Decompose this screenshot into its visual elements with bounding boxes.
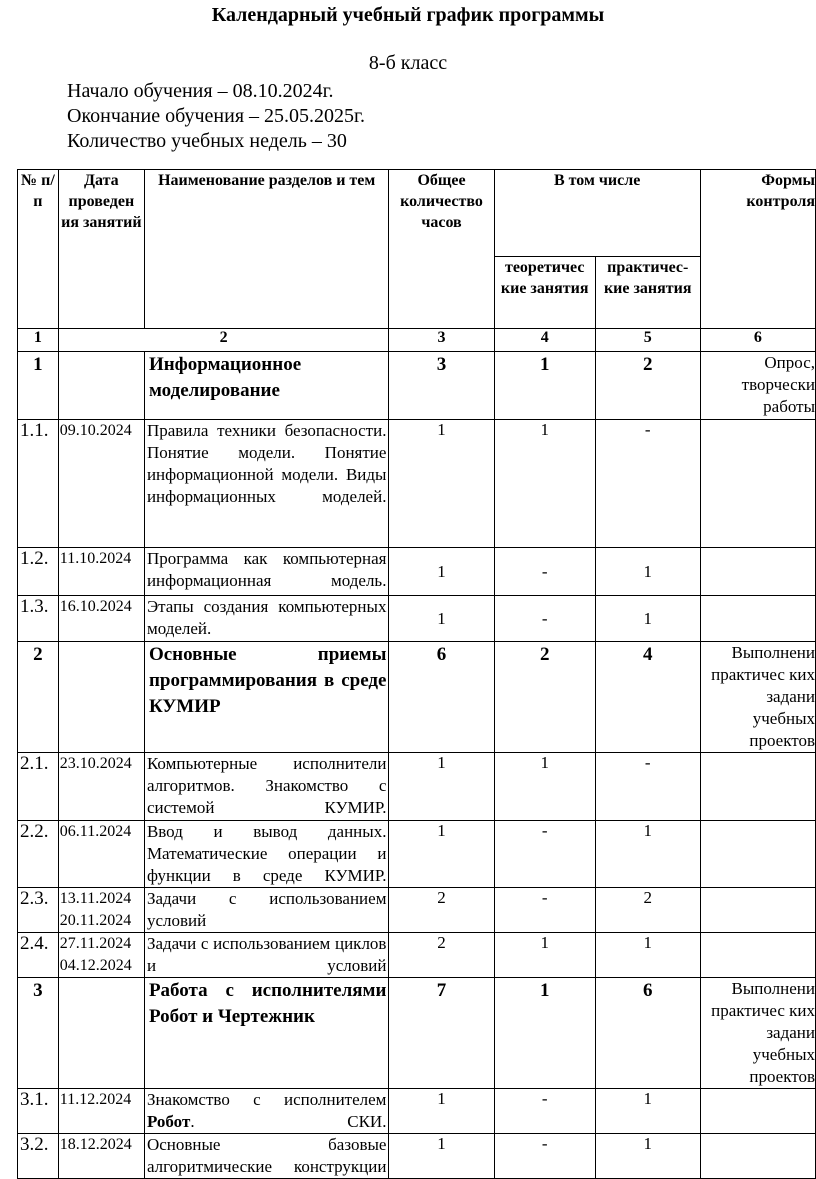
section-name: Работа с исполнителями Робот и Чертежник [144, 978, 389, 1089]
row-theory: 1 [494, 933, 595, 978]
row-control [700, 933, 815, 978]
row-total: 1 [389, 1134, 494, 1179]
row-topic-end: . СКИ. [190, 1112, 387, 1131]
row-index: 2.3. [18, 888, 59, 933]
page-title: Календарный учебный график программы [211, 4, 605, 26]
row-date-2: 04.12.2024 [59, 957, 132, 974]
start-date: Начало обучения – 08.10.2024г. [67, 80, 334, 102]
row-total: 1 [389, 1089, 494, 1134]
row-topic: Правила техники безопасности. Понятие модели. Понятие информационной модели. Виды информационных моделей. [144, 420, 389, 548]
section-total: 7 [389, 978, 494, 1089]
section-theory: 1 [494, 978, 595, 1089]
table-row [18, 753, 816, 821]
row-practice: - [595, 420, 700, 548]
header-date: Дата проведен ия занятий [58, 170, 144, 329]
row-practice: 1 [595, 821, 700, 888]
row-index: 2.4. [18, 933, 59, 978]
header-control: Формы контроля [700, 170, 815, 329]
section-control: Выполнени практичес ких задани учебных проектов [700, 642, 815, 753]
col-num-6: 6 [700, 329, 815, 352]
row-total: 1 [389, 821, 494, 888]
row-theory: - [494, 888, 595, 933]
end-date: Окончание обучения – 25.05.2025г. [67, 105, 365, 127]
section-row [18, 642, 816, 753]
row-topic: Компьютерные исполнители алгоритмов. Знакомство с системой КУМИР. [144, 753, 389, 821]
row-index: 2.1. [18, 753, 59, 821]
section-row [18, 352, 816, 420]
row-topic: Задачи с использованием условий [144, 888, 389, 933]
row-control [700, 753, 815, 821]
header-incl: В том числе [494, 170, 700, 257]
row-date: 16.10.2024 [58, 596, 144, 642]
class-label: 8-б класс [368, 52, 448, 74]
table-row [18, 821, 816, 888]
row-topic: Ввод и вывод данных. Математические операции и функции в среде КУМИР. [144, 821, 389, 888]
row-control [700, 548, 815, 596]
row-theory: - [494, 548, 595, 596]
row-control [700, 1089, 815, 1134]
header-num: № п/п [18, 170, 59, 329]
row-index: 3.1. [18, 1089, 59, 1134]
section-control: Выполнени практичес ких задани учебных проектов [700, 978, 815, 1089]
row-index: 1.3. [18, 596, 59, 642]
table-row [18, 596, 816, 642]
row-date-2: 20.11.2024 [59, 912, 132, 929]
section-num: 3 [18, 978, 59, 1089]
row-topic-cell [144, 1089, 389, 1134]
weeks-count: Количество учебных недель – 30 [67, 130, 347, 152]
schedule-table [17, 169, 816, 1179]
row-practice: 1 [595, 933, 700, 978]
row-total: 1 [389, 753, 494, 821]
row-practice: 1 [595, 548, 700, 596]
row-topic: Этапы создания компьютерных моделей. [144, 596, 389, 642]
row-theory: - [494, 596, 595, 642]
section-date [58, 352, 144, 420]
row-topic: Знакомство с исполнителем [146, 1090, 387, 1109]
row-date: 27.11.2024 [59, 935, 132, 952]
row-practice: 1 [595, 596, 700, 642]
table-row [18, 548, 816, 596]
row-theory: 1 [494, 420, 595, 548]
row-date: 13.11.2024 [59, 890, 132, 907]
row-practice: - [595, 753, 700, 821]
section-practice: 6 [595, 978, 700, 1089]
col-num-3: 3 [389, 329, 494, 352]
row-practice: 1 [595, 1089, 700, 1134]
header-practice: практичес- кие занятия [595, 257, 700, 329]
row-topic: Задачи с использованием циклов и условий [144, 933, 389, 978]
row-total: 1 [389, 596, 494, 642]
header-name: Наименование разделов и тем [144, 170, 389, 329]
col-num-5: 5 [595, 329, 700, 352]
row-practice: 2 [595, 888, 700, 933]
row-total: 2 [389, 933, 494, 978]
section-practice: 2 [595, 352, 700, 420]
row-theory: 1 [494, 753, 595, 821]
table-row [18, 420, 816, 548]
row-theory: - [494, 1134, 595, 1179]
section-num: 1 [18, 352, 59, 420]
header-total: Общее количество часов [389, 170, 494, 329]
table-row [18, 1134, 816, 1179]
section-theory: 1 [494, 352, 595, 420]
table-row [18, 933, 816, 978]
table-row [18, 1089, 816, 1134]
row-date-cell [58, 888, 144, 933]
row-index: 2.2. [18, 821, 59, 888]
row-control [700, 888, 815, 933]
row-topic-bold: Робот [146, 1112, 191, 1131]
row-control [700, 420, 815, 548]
row-theory: - [494, 821, 595, 888]
section-num: 2 [18, 642, 59, 753]
row-total: 2 [389, 888, 494, 933]
col-num-4: 4 [494, 329, 595, 352]
section-theory: 2 [494, 642, 595, 753]
section-practice: 4 [595, 642, 700, 753]
row-control [700, 596, 815, 642]
row-date-cell [58, 933, 144, 978]
row-control [700, 821, 815, 888]
section-row [18, 978, 816, 1089]
row-date: 11.10.2024 [58, 548, 144, 596]
section-control: Опрос, творчески работы [700, 352, 815, 420]
row-practice: 1 [595, 1134, 700, 1179]
row-index: 3.2. [18, 1134, 59, 1179]
row-topic: Основные базовые алгоритмические конструкции [144, 1134, 389, 1179]
header-theory: теоретичес кие занятия [494, 257, 595, 329]
row-date: 18.12.2024 [58, 1134, 144, 1179]
section-date [58, 978, 144, 1089]
row-total: 1 [389, 420, 494, 548]
section-total: 3 [389, 352, 494, 420]
col-num-1: 1 [18, 329, 59, 352]
row-control [700, 1134, 815, 1179]
table-row [18, 888, 816, 933]
row-date: 06.11.2024 [58, 821, 144, 888]
section-name: Информационное моделирование [144, 352, 389, 420]
row-index: 1.1. [18, 420, 59, 548]
section-name: Основные приемы программирования в среде КУМИР [144, 642, 389, 753]
row-index: 1.2. [18, 548, 59, 596]
row-date: 23.10.2024 [58, 753, 144, 821]
row-total: 1 [389, 548, 494, 596]
row-theory: - [494, 1089, 595, 1134]
row-date: 09.10.2024 [58, 420, 144, 548]
section-total: 6 [389, 642, 494, 753]
col-num-2: 2 [58, 329, 389, 352]
row-date: 11.12.2024 [58, 1089, 144, 1134]
row-topic: Программа как компьютерная информационная модель. [144, 548, 389, 596]
section-date [58, 642, 144, 753]
